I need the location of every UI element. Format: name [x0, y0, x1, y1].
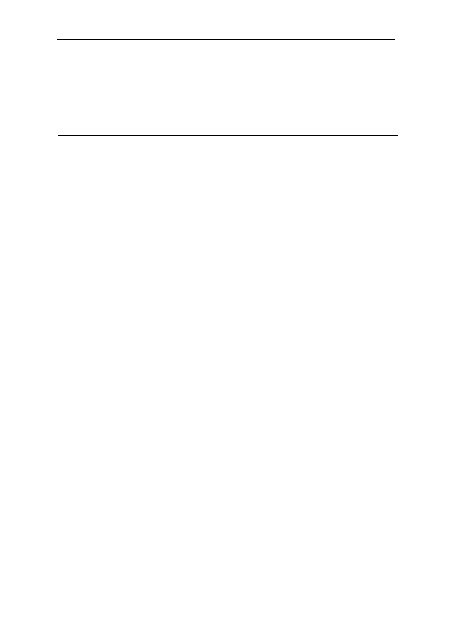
toc-section-heading[interactable]: [57, 123, 400, 137]
header-divider: [57, 39, 395, 40]
toc-leader: [58, 135, 398, 136]
toc-section-a: [57, 123, 400, 137]
